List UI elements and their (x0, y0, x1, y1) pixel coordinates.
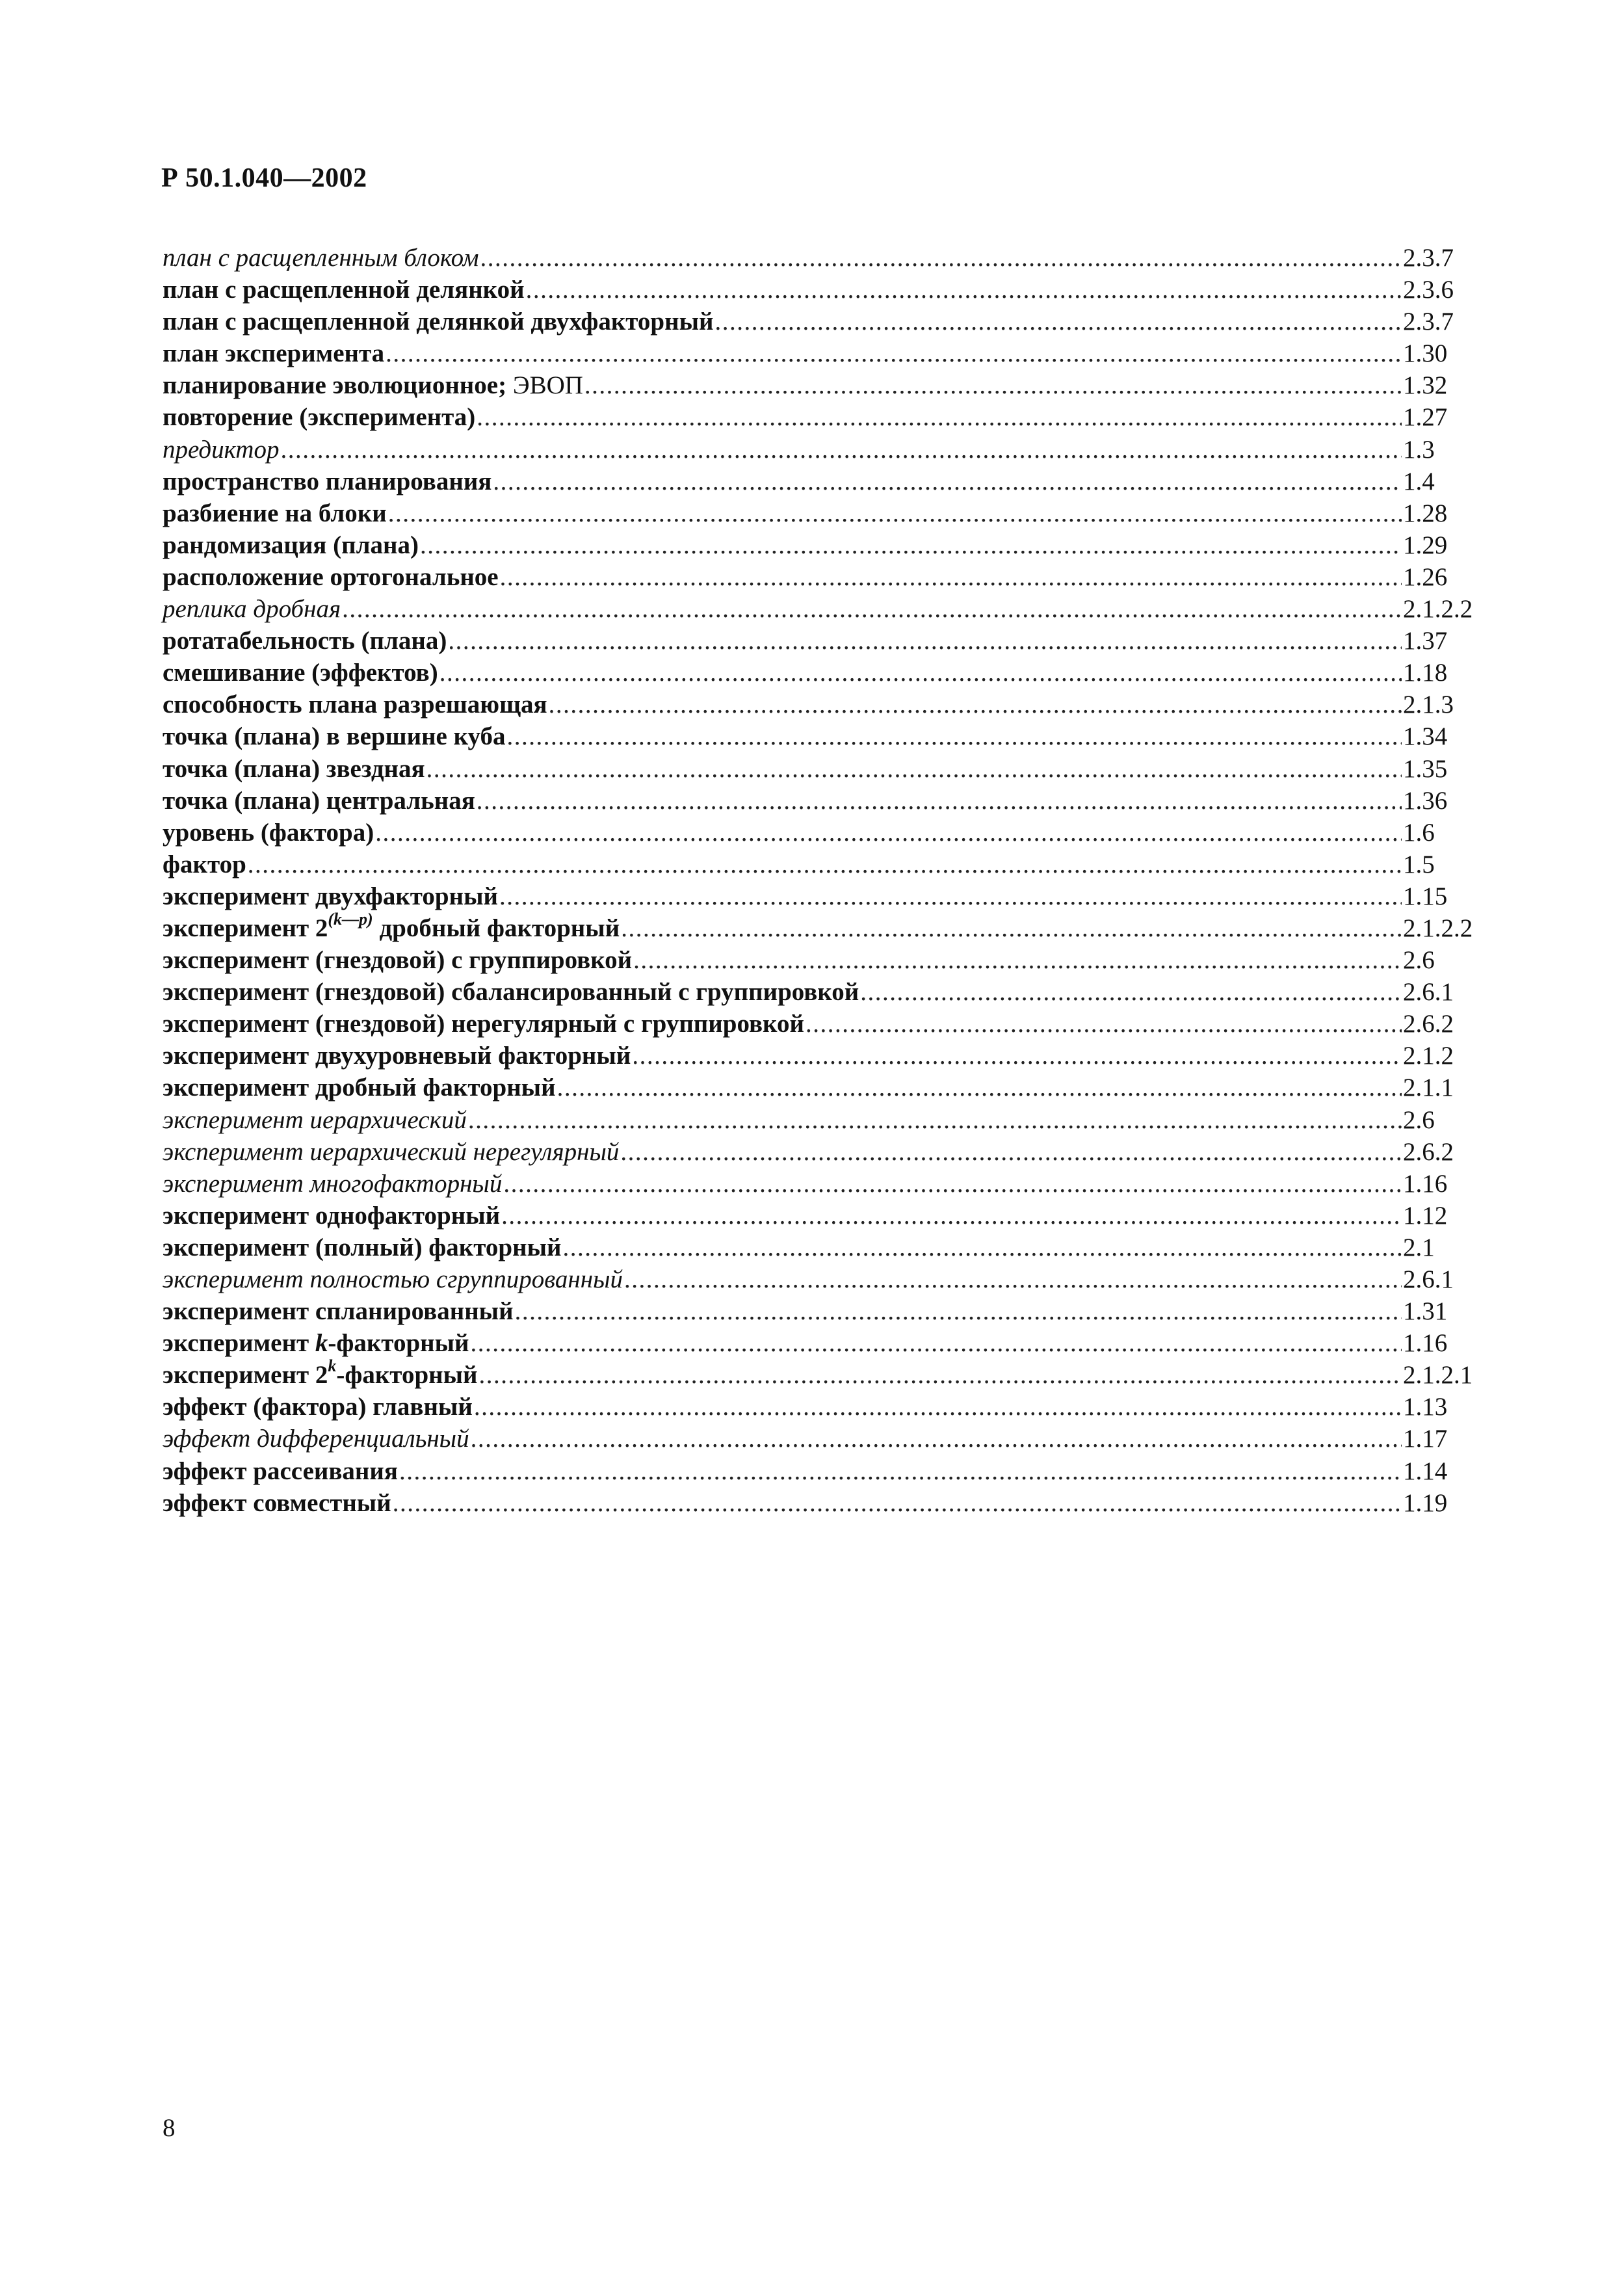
index-term-part: точка (плана) в вершине куба (163, 722, 506, 751)
index-entry (163, 242, 1481, 274)
index-term (163, 1200, 500, 1232)
dot-leader (388, 497, 1402, 529)
index-entry (163, 1455, 1481, 1487)
index-entry (163, 529, 1481, 561)
dot-leader (549, 689, 1402, 720)
index-entry (163, 1487, 1481, 1519)
index-entry (163, 625, 1481, 657)
index-term-part: план с расщепленной делянкой (163, 276, 525, 304)
index-reference-number: 1.3 (1403, 435, 1435, 464)
index-reference-number: 1.12 (1403, 1201, 1448, 1230)
dot-leader (501, 1200, 1402, 1232)
dot-leader (448, 625, 1402, 657)
index-entry (163, 817, 1481, 849)
dot-leader (503, 1168, 1402, 1200)
dot-leader (471, 1327, 1402, 1359)
index-reference-number: 2.1.2.2 (1403, 914, 1473, 942)
index-reference-number: 2.6 (1403, 1105, 1435, 1134)
index-reference-number: 1.32 (1403, 371, 1448, 400)
index-term-part: эффект (фактора) главный (163, 1393, 473, 1421)
index-term-part: эксперимент полностью сгруппированный (163, 1265, 623, 1293)
index-term-part: эксперимент (гнездовой) с группировкой (163, 946, 633, 975)
index-reference-number: 2.1.2 (1403, 1042, 1454, 1070)
index-term-part: смешивание (эффектов) (163, 659, 438, 687)
index-reference-number: 1.16 (1403, 1329, 1448, 1358)
index-reference-number: 1.13 (1403, 1393, 1448, 1421)
index-reference-number: 2.1.2.2 (1403, 595, 1473, 624)
index-reference-number: 1.14 (1403, 1457, 1448, 1485)
index-entry (163, 753, 1481, 785)
index-reference-number: 1.17 (1403, 1425, 1448, 1453)
index-reference-number: 2.1 (1403, 1233, 1435, 1261)
dot-leader (477, 401, 1402, 433)
index-term (163, 561, 499, 593)
index-term-part: -факторный (328, 1329, 469, 1358)
index-term-part: точка (плана) центральная (163, 786, 475, 815)
index-entry (163, 1263, 1481, 1295)
index-term-part: план с расщепленным блоком (163, 244, 479, 272)
index-term-part: эксперимент однофакторный (163, 1201, 501, 1230)
index-term (163, 466, 491, 497)
index-term (163, 944, 632, 976)
index-reference-number: 2.3.7 (1403, 244, 1454, 272)
index-reference-number: 1.29 (1403, 531, 1448, 559)
dot-leader (500, 561, 1402, 593)
index-term-part: план с расщепленной делянкой двухфакторный (163, 308, 714, 336)
index-term (163, 1104, 467, 1136)
index-term-part: (k—p) (328, 909, 373, 929)
index-term-part: способность плана разрешающая (163, 691, 547, 719)
dot-leader (632, 1040, 1402, 1072)
dot-leader (620, 1136, 1402, 1168)
index-reference-number: 1.16 (1403, 1169, 1448, 1198)
dot-leader (420, 529, 1402, 561)
index-reference-number: 2.6 (1403, 946, 1435, 975)
index-entry (163, 434, 1481, 466)
index-entry (163, 337, 1481, 369)
index-term-part: фактор (163, 850, 246, 878)
dot-leader (860, 976, 1402, 1008)
dot-leader (471, 1423, 1402, 1455)
index-entry (163, 849, 1481, 880)
index-entry (163, 369, 1481, 401)
index-entry (163, 1008, 1481, 1040)
dot-leader (474, 1391, 1402, 1423)
index-term (163, 657, 438, 689)
index-reference-number: 1.31 (1403, 1297, 1448, 1326)
index-term (163, 1356, 478, 1391)
index-entry (163, 785, 1481, 817)
dot-leader (563, 1232, 1402, 1263)
index-term (163, 401, 475, 433)
index-term-part: эксперимент (полный) факторный (163, 1233, 562, 1261)
index-term (163, 753, 425, 785)
dot-leader (468, 1104, 1402, 1136)
index-entry (163, 1200, 1481, 1232)
index-entry (163, 1327, 1481, 1359)
dot-leader (515, 1295, 1402, 1327)
index-entry (163, 306, 1481, 337)
index-term-part: k (315, 1329, 328, 1358)
index-term-part: реплика дробная (163, 595, 341, 624)
index-reference-number: 2.6.1 (1403, 978, 1454, 1007)
document-code-header: Р 50.1.040—2002 (161, 163, 367, 193)
index-entry (163, 274, 1481, 306)
index-reference-number: 1.35 (1403, 754, 1448, 783)
dot-leader (526, 274, 1402, 306)
index-term (163, 1008, 804, 1040)
index-term-part: разбиение на блоки (163, 499, 387, 527)
index-entry (163, 1232, 1481, 1263)
index-reference-number: 2.1.3 (1403, 691, 1454, 719)
index-term-part: эксперимент (гнездовой) сбалансированный с группировкой (163, 978, 859, 1007)
index-entry (163, 720, 1481, 752)
index-reference-number: 2.3.6 (1403, 276, 1454, 304)
index-entry (163, 497, 1481, 529)
index-term (163, 593, 341, 625)
index-entry (163, 1391, 1481, 1423)
index-reference-number: 2.1.1 (1403, 1074, 1454, 1102)
dot-leader (624, 1263, 1402, 1295)
dot-leader (393, 1487, 1402, 1519)
index-reference-number: 1.6 (1403, 818, 1435, 847)
index-term-part: эксперимент двухуровневый факторный (163, 1042, 631, 1070)
index-term (163, 720, 506, 752)
index-term-part: эффект дифференциальный (163, 1425, 469, 1453)
index-reference-number: 1.26 (1403, 562, 1448, 591)
index-term (163, 976, 859, 1008)
index-entry (163, 1104, 1481, 1136)
index-term (163, 369, 583, 401)
index-term (163, 1168, 502, 1200)
index-entry (163, 689, 1481, 720)
index-term-part: пространство планирования (163, 467, 492, 495)
index-reference-number: 1.37 (1403, 627, 1448, 655)
index-term-part: эксперимент (163, 1329, 315, 1358)
index-reference-number: 1.5 (1403, 850, 1435, 878)
index-term (163, 1391, 473, 1423)
index-term (163, 785, 475, 817)
index-term (163, 1423, 469, 1455)
index-term-part: эффект совместный (163, 1488, 391, 1517)
index-term (163, 337, 384, 369)
index-term-part: рандомизация (плана) (163, 531, 419, 559)
dot-leader (280, 434, 1402, 466)
dot-leader (426, 753, 1402, 785)
dot-leader (584, 369, 1402, 401)
index-reference-number: 1.27 (1403, 403, 1448, 432)
index-term-part: уровень (фактора) (163, 818, 374, 847)
index-term (163, 817, 374, 849)
index-term-part: расположение ортогональное (163, 562, 499, 591)
index-term (163, 1136, 619, 1168)
index-term-part: k (328, 1356, 337, 1376)
dot-leader (715, 306, 1402, 337)
index-term-part: эксперимент спланированный (163, 1297, 514, 1326)
index-reference-number: 1.19 (1403, 1488, 1448, 1517)
index-entry (163, 976, 1481, 1008)
index-entry (163, 1295, 1481, 1327)
index-reference-number: 1.36 (1403, 786, 1448, 815)
dot-leader (375, 817, 1402, 849)
index-term-part: эксперимент иерархический нерегулярный (163, 1137, 620, 1166)
index-reference-number: 2.6.2 (1403, 1010, 1454, 1038)
index-term (163, 1232, 562, 1263)
index-entry (163, 880, 1481, 912)
index-reference-number: 1.28 (1403, 499, 1448, 527)
index-reference-number: 2.6.2 (1403, 1137, 1454, 1166)
index-reference-number: 1.18 (1403, 659, 1448, 687)
index-term-part: дробный факторный (373, 914, 620, 942)
index-term (163, 1072, 556, 1103)
index-entry (163, 593, 1481, 625)
dot-leader (557, 1072, 1402, 1103)
dot-leader (439, 657, 1402, 689)
index-term-part: эксперимент многофакторный (163, 1169, 503, 1198)
index-entry (163, 909, 1481, 944)
index-reference-number: 2.1.2.1 (1403, 1361, 1473, 1390)
index-entry (163, 401, 1481, 433)
index-entry (163, 561, 1481, 593)
index-term-part: эксперимент 2 (163, 914, 328, 942)
dot-leader (493, 466, 1402, 497)
subject-index-list (163, 242, 1481, 1519)
dot-leader (477, 785, 1402, 817)
index-term (163, 1263, 623, 1295)
index-term (163, 1327, 469, 1359)
index-term-part: планирование эволюционное; (163, 371, 513, 400)
dot-leader (480, 242, 1402, 274)
index-term-part: -факторный (336, 1361, 478, 1390)
index-term-part: эксперимент иерархический (163, 1105, 467, 1134)
dot-leader (342, 593, 1402, 625)
index-term-part: предиктор (163, 435, 280, 464)
index-term (163, 880, 498, 912)
index-reference-number: 2.3.7 (1403, 308, 1454, 336)
index-reference-number: 1.34 (1403, 722, 1448, 751)
dot-leader (248, 849, 1402, 880)
index-entry (163, 466, 1481, 497)
index-entry (163, 1356, 1481, 1391)
index-term (163, 625, 447, 657)
index-term (163, 274, 525, 306)
index-term-part: план эксперимента (163, 339, 385, 368)
index-term (163, 529, 419, 561)
index-entry (163, 1136, 1481, 1168)
dot-leader (507, 720, 1402, 752)
index-term-part: эффект рассеивания (163, 1457, 398, 1485)
index-term (163, 306, 714, 337)
index-term (163, 689, 547, 720)
dot-leader (386, 337, 1402, 369)
index-term (163, 909, 620, 944)
dot-leader (479, 1359, 1402, 1391)
index-term-part: эксперимент двухфакторный (163, 882, 499, 910)
index-entry (163, 1072, 1481, 1103)
index-reference-number: 2.6.1 (1403, 1265, 1454, 1293)
dot-leader (399, 1455, 1402, 1487)
index-reference-number: 1.4 (1403, 467, 1435, 495)
index-term (163, 1455, 398, 1487)
dot-leader (633, 944, 1402, 976)
index-term (163, 1040, 631, 1072)
index-term-part: ЭВОП (512, 371, 583, 400)
index-term-part: эксперимент дробный факторный (163, 1074, 556, 1102)
index-term-part: повторение (эксперимента) (163, 403, 476, 432)
index-term-part: эксперимент 2 (163, 1361, 328, 1390)
index-entry (163, 1168, 1481, 1200)
index-entry (163, 1040, 1481, 1072)
dot-leader (805, 1008, 1402, 1040)
index-reference-number: 1.30 (1403, 339, 1448, 368)
index-term (163, 434, 279, 466)
index-term-part: эксперимент (гнездовой) нерегулярный с группировкой (163, 1010, 804, 1038)
dot-leader (621, 912, 1402, 944)
index-term (163, 242, 479, 274)
index-term-part: ротатабельность (плана) (163, 627, 447, 655)
dot-leader (499, 880, 1402, 912)
index-term (163, 1487, 391, 1519)
page-number: 8 (163, 2114, 176, 2142)
index-term (163, 849, 246, 880)
index-entry (163, 1423, 1481, 1455)
index-entry (163, 944, 1481, 976)
index-term (163, 1295, 514, 1327)
index-term (163, 497, 387, 529)
index-entry (163, 657, 1481, 689)
index-reference-number: 1.15 (1403, 882, 1448, 910)
index-term-part: точка (плана) звездная (163, 754, 425, 783)
